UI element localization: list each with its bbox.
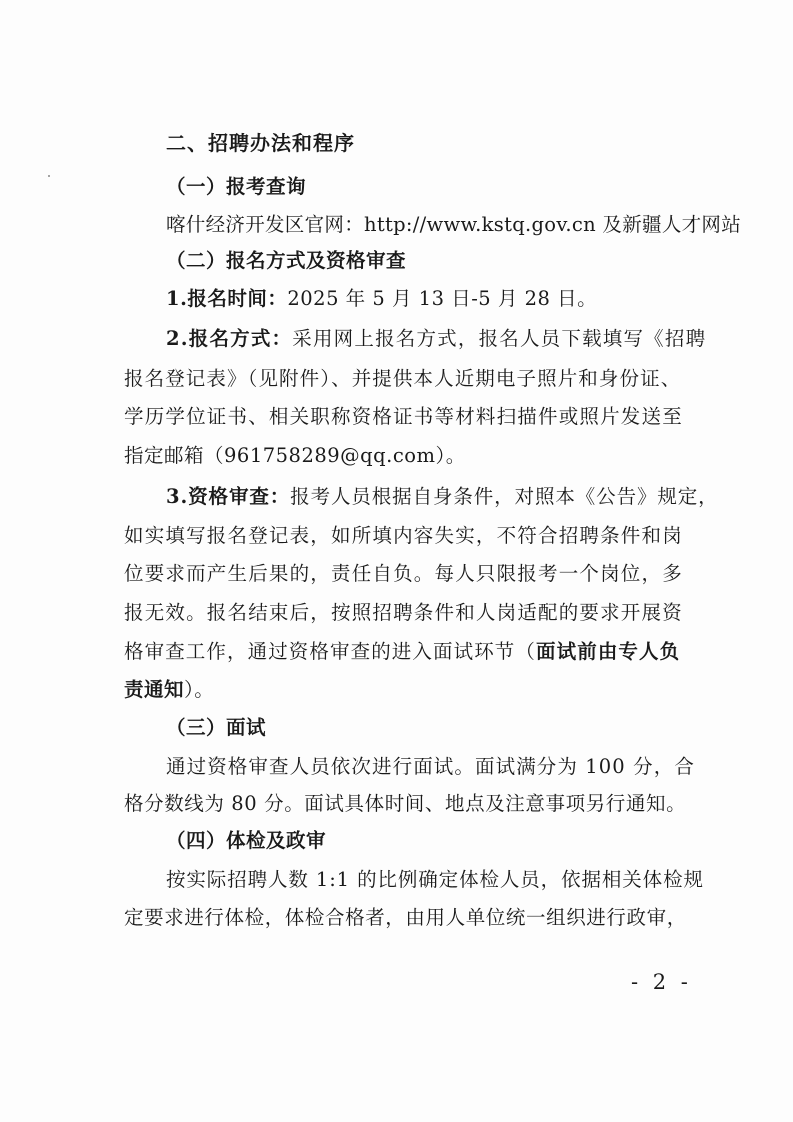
qualification-line-5 bbox=[124, 640, 680, 664]
registration-method-line-3: 学历学位证书、相关职称资格证书等材料扫描件或照片发送至 bbox=[124, 405, 683, 428]
scan-speck bbox=[48, 175, 50, 177]
section-title: 二、招聘办法和程序 bbox=[166, 131, 355, 155]
qualification-label: 3.资格审查： bbox=[166, 485, 291, 508]
registration-time-value: 2025 年 5 月 13 日-5 月 28 日。 bbox=[287, 287, 598, 310]
notice-emphasis-end: 责通知 bbox=[124, 678, 185, 701]
qualification-line-2: 如实填写报名登记表，如所填内容失实，不符合招聘条件和岗 bbox=[124, 524, 683, 547]
page-number: - 2 - bbox=[631, 970, 692, 994]
notice-closing: ）。 bbox=[184, 678, 215, 701]
qualification-line-6 bbox=[124, 678, 214, 702]
registration-method-line-1 bbox=[166, 327, 706, 351]
registration-method-text: 采用网上报名方式，报名人员下载填写《招聘 bbox=[292, 327, 707, 350]
medical-line-2: 定要求进行体检，体检合格者，由用人单位统一组织进行政审， bbox=[124, 906, 687, 929]
qualification-line-3: 位要求而产生后果的，责任自负。每人只限报考一个岗位，多 bbox=[124, 562, 683, 585]
registration-method-label: 2.报名方式： bbox=[166, 327, 293, 350]
subsection-title-medical: （四）体检及政审 bbox=[166, 829, 327, 852]
qualification-text: 报考人员根据自身条件，对照本《公告》规定， bbox=[290, 485, 719, 508]
subsection-title-query: （一）报考查询 bbox=[166, 175, 307, 198]
qualification-line-5-text: 格审查工作，通过资格审查的进入面试环节（ bbox=[124, 640, 537, 663]
registration-method-line-2: 报名登记表》（见附件）、并提供本人近期电子照片和身份证、 bbox=[124, 367, 682, 390]
subsection-title-registration: （二）报名方式及资格审查 bbox=[166, 249, 407, 272]
medical-line-1: 按实际招聘人数 1:1 的比例确定体检人员，依据相关体检规 bbox=[166, 868, 704, 891]
registration-method-line-4: 指定邮箱（961758289@qq.com）。 bbox=[124, 444, 466, 467]
registration-time-label: 1.报名时间： bbox=[166, 287, 288, 310]
interview-notice-emphasis: 面试前由专人负 bbox=[536, 640, 681, 663]
interview-line-1: 通过资格审查人员依次进行面试。面试满分为 100 分，合 bbox=[166, 755, 695, 778]
qualification-line-4: 报无效。报名结束后，按照招聘条件和人岗适配的要求开展资 bbox=[124, 601, 683, 624]
interview-line-2: 格分数线为 80 分。面试具体时间、地点及注意事项另行通知。 bbox=[124, 792, 687, 815]
query-text: 喀什经济开发区官网：http://www.kstq.gov.cn 及新疆人才网站 bbox=[166, 213, 742, 236]
qualification-line-1 bbox=[166, 485, 719, 509]
registration-time-line bbox=[166, 287, 597, 311]
subsection-title-interview: （三）面试 bbox=[166, 716, 267, 739]
